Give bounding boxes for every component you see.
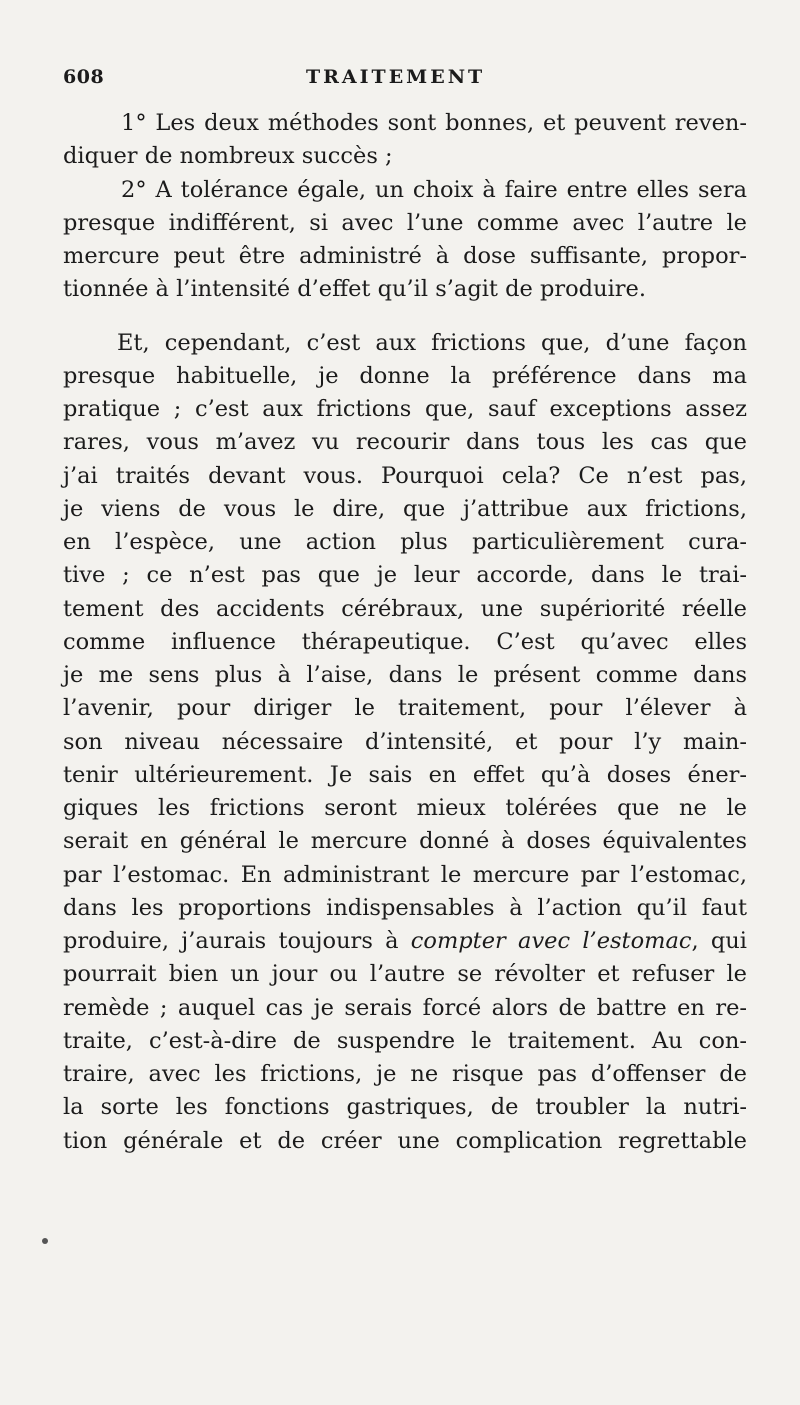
text-line: Et, cependant, c’est aux frictions que, d’une façon xyxy=(117,329,747,356)
text-line-italic xyxy=(63,925,747,958)
text-line: remède ; auquel cas je serais forcé alors de battre en re- xyxy=(63,994,747,1021)
text-line: j’ai traités devant vous. Pourquoi cela? Ce n’est pas, xyxy=(63,462,747,489)
text-line: tive ; ce n’est pas que je leur accorde, dans le trai- xyxy=(63,562,747,589)
text-line: pratique ; c’est aux frictions que, sauf exceptions assez xyxy=(63,396,747,422)
text-line: tion générale et de créer une complication regrettable xyxy=(63,1127,747,1154)
text-segment: produire, j’aurais toujours à xyxy=(63,928,399,954)
paragraph-main xyxy=(63,327,747,1158)
text-line: par l’estomac. En administrant le mercure par l’estomac, xyxy=(63,861,747,888)
paragraph-item-1 xyxy=(63,107,747,174)
text-line: tenir ultérieurement. Je sais en effet qu’à doses éner- xyxy=(63,761,747,788)
text-line: presque habituelle, je donne la préférence dans ma xyxy=(63,362,747,389)
text-line: rares, vous m’avez vu recourir dans tous les cas que xyxy=(63,429,747,456)
text-line: presque indifférent, si avec l’une comme avec l’autre le xyxy=(63,209,747,236)
page-number: 608 xyxy=(63,66,105,88)
ink-speck xyxy=(42,1238,48,1244)
text-line: traire, avec les frictions, je ne risque pas d’offenser de xyxy=(63,1061,747,1087)
page-header xyxy=(0,66,800,96)
text-line: mercure peut être administré à dose suffisante, propor- xyxy=(63,243,747,269)
text-line: giques les frictions seront mieux tolérées que ne le xyxy=(63,795,747,821)
running-head: TRAITEMENT xyxy=(306,66,486,88)
text-line: je viens de vous le dire, que j’attribue aux frictions, xyxy=(63,495,747,522)
body-text xyxy=(63,107,747,1158)
text-line: tement des accidents cérébraux, une supériorité réelle xyxy=(63,595,747,622)
text-line: tionnée à l’intensité d’effet qu’il s’agit de produire. xyxy=(63,276,647,303)
paragraph-item-2 xyxy=(63,174,747,307)
text-line: 1° Les deux méthodes sont bonnes, et peuvent reven- xyxy=(121,110,747,136)
text-line: diquer de nombreux succès ; xyxy=(63,143,393,170)
text-line: la sorte les fonctions gastriques, de troubler la nutri- xyxy=(63,1094,747,1121)
text-line: l’avenir, pour diriger le traitement, pour l’élever à xyxy=(63,695,747,722)
text-line: dans les proportions indispensables à l’action qu’il faut xyxy=(63,894,747,921)
text-line: en l’espèce, une action plus particulièrement cura- xyxy=(63,529,747,555)
text-line: pourrait bien un jour ou l’autre se révolter et refuser le xyxy=(63,961,747,988)
text-line: traite, c’est-à-dire de suspendre le traitement. Au con- xyxy=(63,1027,747,1054)
text-line: son niveau nécessaire d’intensité, et pour l’y main- xyxy=(63,728,747,755)
text-line: je me sens plus à l’aise, dans le présent comme dans xyxy=(63,662,747,688)
italic-phrase: compter avec l’estomac xyxy=(410,928,692,954)
text-line: serait en général le mercure donné à doses équivalentes xyxy=(63,828,747,855)
text-line: 2° A tolérance égale, un choix à faire entre elles sera xyxy=(121,176,747,203)
text-line: comme influence thérapeutique. C’est qu’avec elles xyxy=(63,628,747,655)
text-segment: , qui xyxy=(691,928,747,954)
